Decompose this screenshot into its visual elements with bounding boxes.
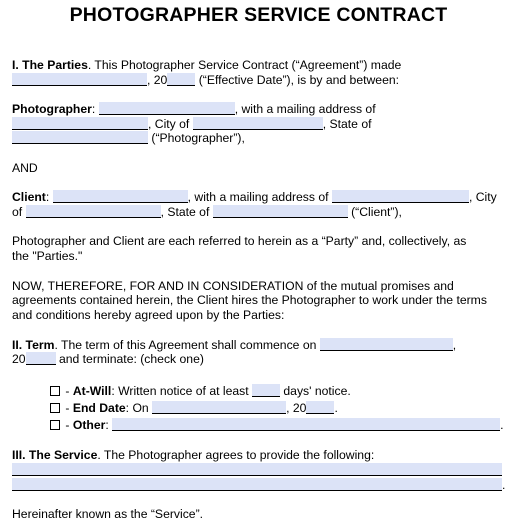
client-mailing-label: , with a mailing address of (187, 190, 329, 204)
photographer-city-field[interactable] (193, 117, 323, 130)
client-address-field[interactable] (332, 190, 469, 203)
other-term-field[interactable] (112, 418, 500, 431)
period: . (500, 418, 504, 432)
client-state-label: , State of (160, 205, 210, 219)
city-label: , City of (148, 117, 190, 131)
end-date-year-prefix: , 20 (286, 401, 307, 415)
colon: : (91, 102, 96, 116)
service-text: . The Photographer agrees to provide the following: (97, 448, 375, 462)
effective-date-label: (“Effective Date”), is by and between: (195, 73, 400, 87)
period: . (502, 478, 506, 492)
photographer-state-line (12, 131, 245, 146)
term-year-line (12, 352, 204, 367)
effective-date-line (12, 73, 399, 88)
state-label: , State of (322, 117, 372, 131)
at-will-text: : Written notice of at least (111, 384, 249, 398)
end-date-text: : On (125, 401, 149, 415)
effective-date-field[interactable] (12, 73, 147, 86)
term-start-year-field[interactable] (26, 352, 56, 365)
date-separator: , 20 (147, 73, 168, 87)
end-date-year-field[interactable] (306, 401, 334, 414)
service-blank-line-1 (12, 463, 502, 478)
other-label: Other (72, 418, 106, 432)
photographer-address-field[interactable] (12, 117, 148, 130)
term-line (12, 338, 456, 353)
photographer-mailing-label: , with a mailing address of (234, 102, 376, 116)
year-prefix: 20 (12, 352, 26, 366)
photographer-line (12, 102, 376, 117)
client-state-field[interactable] (213, 205, 348, 218)
photographer-state-field[interactable] (12, 131, 148, 144)
other-colon: : (105, 418, 109, 432)
colon: : (45, 190, 50, 204)
parties-intro: . This Photographer Service Contract (“Agreement”) made (87, 58, 402, 72)
hereinafter-text: Hereinafter known as the “Service”. (12, 507, 204, 521)
end-date-field[interactable] (152, 401, 286, 414)
dash: - (62, 401, 73, 415)
term-heading: II. Term (12, 338, 55, 352)
option-end-date (50, 401, 338, 416)
effective-year-field[interactable] (167, 73, 195, 86)
client-label: Client (12, 190, 46, 204)
service-description-field-2[interactable] (12, 478, 502, 491)
notice-days-label: days' notice. (280, 384, 351, 398)
photographer-alias: (“Photographer”), (148, 131, 245, 145)
service-blank-line-2 (12, 478, 505, 493)
dash: - (62, 418, 73, 432)
option-other (50, 418, 504, 433)
parties-heading: I. The Parties (12, 58, 88, 72)
dash: - (62, 384, 73, 398)
contract-title: PHOTOGRAPHER SERVICE CONTRACT (69, 4, 448, 26)
end-date-checkbox[interactable] (50, 403, 60, 413)
term-start-date-field[interactable] (320, 338, 453, 351)
photographer-name-field[interactable] (99, 102, 235, 115)
comma: , (452, 338, 457, 352)
photographer-address-line (12, 117, 371, 132)
end-date-label: End Date (72, 401, 126, 415)
service-description-field-1[interactable] (12, 463, 502, 476)
at-will-checkbox[interactable] (50, 386, 60, 396)
and-text: AND (12, 161, 38, 175)
option-at-will (50, 384, 351, 399)
photographer-label: Photographer (12, 102, 92, 116)
client-city-label: , City (468, 190, 497, 204)
client-address-line (12, 205, 402, 220)
client-city-field[interactable] (26, 205, 161, 218)
term-text: . The term of this Agreement shall commence on (54, 338, 317, 352)
consideration-line-3: and conditions hereby agreed upon by the Parties: (12, 308, 285, 322)
notice-days-field[interactable] (252, 384, 280, 397)
client-alias: (“Client”), (347, 205, 402, 219)
service-line (12, 448, 374, 463)
terminate-text: and terminate: (check one) (55, 352, 204, 366)
party-para-line-1: Photographer and Client are each referred to herein as a “Party” and, collectively, as (12, 234, 467, 248)
client-of-label: of (12, 205, 23, 219)
parties-clause (12, 58, 401, 73)
client-name-field[interactable] (53, 190, 188, 203)
other-checkbox[interactable] (50, 420, 60, 430)
consideration-line-2: agreements contained herein, the Client hires the Photographer to work under the terms (12, 293, 487, 307)
at-will-label: At-Will (72, 384, 112, 398)
consideration-line-1: NOW, THEREFORE, FOR AND IN CONSIDERATION of the mutual promises and (12, 279, 454, 293)
service-heading: III. The Service (12, 448, 98, 462)
period: . (334, 401, 338, 415)
client-line (12, 190, 497, 205)
party-para-line-2: the "Parties." (12, 249, 83, 263)
